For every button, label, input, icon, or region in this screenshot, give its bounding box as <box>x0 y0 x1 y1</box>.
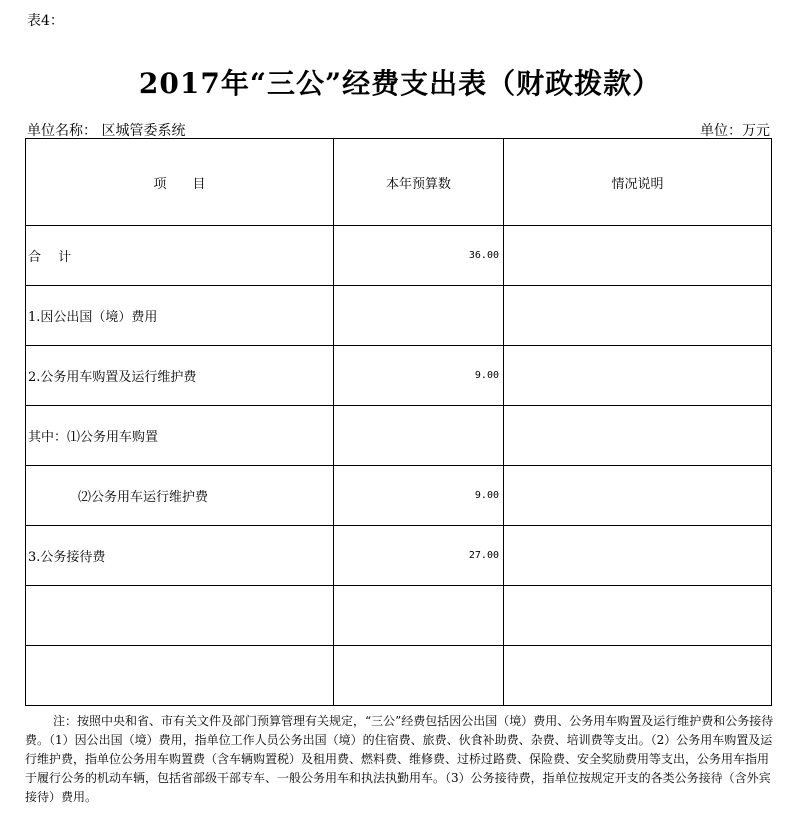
table-number-label: 表4： <box>27 13 64 29</box>
row-note <box>504 406 772 466</box>
expense-table <box>25 138 772 706</box>
row-note <box>504 226 772 286</box>
row-name: ⑵公务用车运行维护费 <box>26 466 334 526</box>
page-title: 2017年“三公”经费支出表（财政拨款） <box>138 67 662 100</box>
row-note <box>504 346 772 406</box>
row-name <box>26 646 334 706</box>
table-row <box>26 526 772 586</box>
row-note <box>504 586 772 646</box>
row-amount: 9.00 <box>334 466 504 526</box>
row-amount <box>334 286 504 346</box>
row-note <box>504 526 772 586</box>
row-name <box>26 586 334 646</box>
table-row <box>26 406 772 466</box>
table-row <box>26 346 772 406</box>
row-note <box>504 286 772 346</box>
row-note <box>504 466 772 526</box>
table-row <box>26 226 772 286</box>
footnote: 注：按照中央和省、市有关文件及部门预算管理有关规定，“三公”经费包括因公出国（境）费用、公务用车购置及运行维护费和公务接待费。（1）因公出国（境）费用，指单位工作人员公务出国（境）的住宿费、旅费、伙食补助费、杂费、培训费等支出。（2）公务用车购置及运行维护费，指单位公务用车购置费（含车辆购置税）及租用费、燃料费、维修费、过桥过路费、保险费、安全奖励费用等支出，公务用车指用于履行公务的机动车辆，包括省部级干部专车、一般公务用车和执法执勤用车。（3）公务接待费，指单位按规定开支的各类公务接待（含外宾接待）费用。 <box>25 714 774 804</box>
unit-name-label: 单位名称： 区城管委系统 <box>27 123 186 139</box>
row-amount <box>334 646 504 706</box>
table-row <box>26 466 772 526</box>
header-item: 项 目 <box>26 139 334 226</box>
table-header-row <box>26 139 772 226</box>
row-name: 合 计 <box>26 226 334 286</box>
row-name: 2.公务用车购置及运行维护费 <box>26 346 334 406</box>
row-amount: 36.00 <box>334 226 504 286</box>
header-notes: 情况说明 <box>504 139 772 226</box>
row-name: 1.因公出国（境）费用 <box>26 286 334 346</box>
row-name: 3.公务接待费 <box>26 526 334 586</box>
row-amount: 27.00 <box>334 526 504 586</box>
row-name: 其中：⑴公务用车购置 <box>26 406 334 466</box>
row-note <box>504 646 772 706</box>
row-amount <box>334 586 504 646</box>
table-row <box>26 586 772 646</box>
table-row <box>26 646 772 706</box>
unit-label: 单位：万元 <box>700 123 770 139</box>
header-budget: 本年预算数 <box>334 139 504 226</box>
table-row <box>26 286 772 346</box>
row-amount: 9.00 <box>334 346 504 406</box>
row-amount <box>334 406 504 466</box>
